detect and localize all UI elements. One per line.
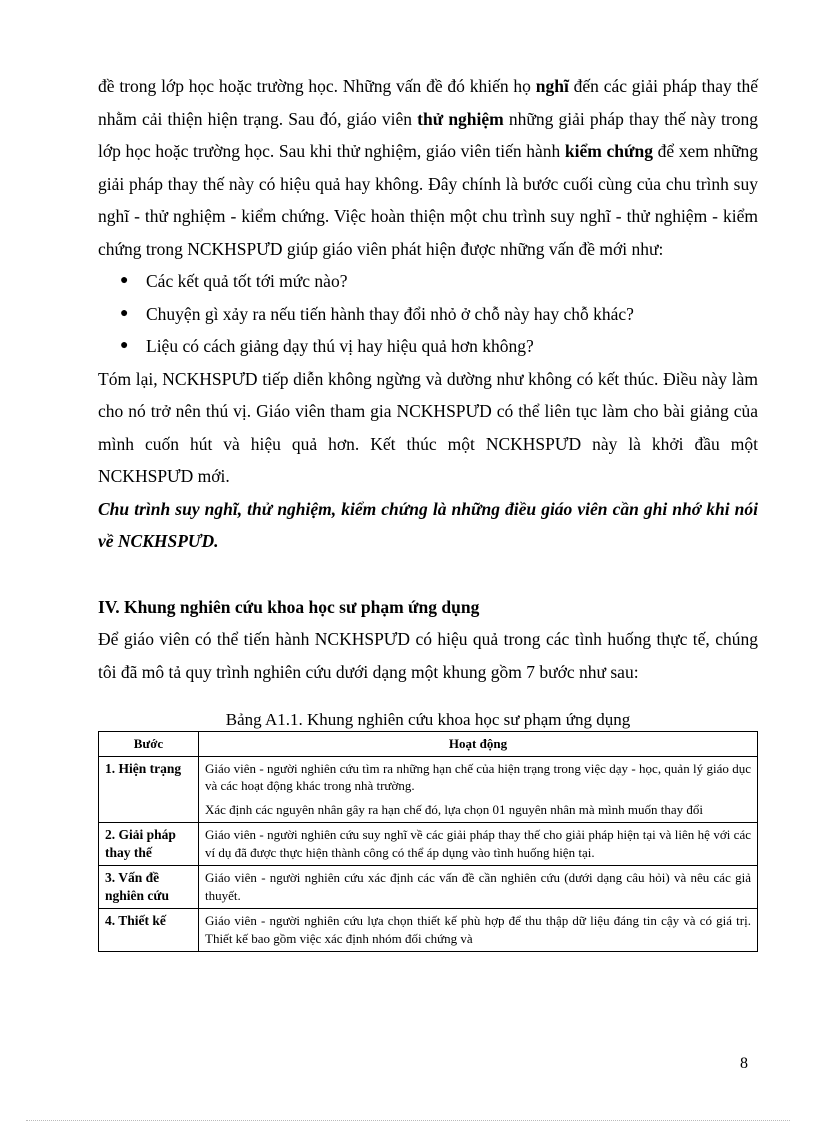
research-framework-table bbox=[98, 731, 758, 952]
activity-text: Giáo viên - người nghiên cứu suy nghĩ về các giải pháp thay thế cho giải pháp hiện tại và liên hệ với các ví dụ đã được thực hiện thành công có thể áp dụng vào tình huống hiện tại. bbox=[205, 827, 751, 860]
activity-cell bbox=[199, 909, 758, 952]
section-title: Khung nghiên cứu khoa học sư phạm ứng dụng bbox=[123, 596, 480, 617]
intro-text-1: đề trong lớp học hoặc trường học. Những vấn đề đó khiến họ bbox=[98, 76, 536, 96]
table-row bbox=[99, 866, 758, 909]
activity-cell bbox=[199, 823, 758, 866]
table-row bbox=[99, 756, 758, 823]
summary-paragraph: Tóm lại, NCKHSPƯD tiếp diễn không ngừng và dường như không có kết thúc. Điều này làm cho nó trở nên thú vị. Giáo viên tham gia NCKHSPƯD có thể liên tục làm cho bài giảng của mình cuốn hút và hiệu quả hơn. Kết thúc một NCKHSPƯD này là khởi đầu một NCKHSPƯD mới. bbox=[98, 368, 758, 486]
header-activity: Hoạt động bbox=[199, 732, 758, 757]
section-heading bbox=[98, 591, 758, 624]
table-row bbox=[99, 823, 758, 866]
list-item bbox=[98, 265, 758, 298]
activity-cell bbox=[199, 866, 758, 909]
section-number: IV. bbox=[98, 596, 120, 617]
intro-bold-verify: kiểm chứng bbox=[564, 141, 653, 161]
list-item-text: Liệu có cách giảng dạy thú vị hay hiệu quả hơn không? bbox=[146, 336, 534, 356]
list-item bbox=[98, 330, 758, 363]
bullet-icon: ● bbox=[120, 305, 129, 321]
table-caption: Bảng A1.1. Khung nghiên cứu khoa học sư phạm ứng dụng bbox=[225, 710, 631, 729]
list-item bbox=[98, 298, 758, 331]
activity-text: Giáo viên - người nghiên cứu tìm ra những hạn chế của hiện trạng trong việc dạy - học, quản lý giáo dục và các hoạt động khác trong nhà trường. bbox=[205, 760, 751, 793]
intro-text-4: để xem những giải pháp thay thế này có hiệu quả hay không. Đây chính là bước cuối cùng của chu trình suy nghĩ - thử nghiệm - kiểm chứng. Việc hoàn thiện một chu trình suy nghĩ - thử nghiệm - kiểm chứng trong NCKHSPƯD giúp giáo viên phát hiện được những vấn đề mới như: bbox=[98, 141, 758, 259]
bullet-icon: ● bbox=[120, 273, 129, 288]
step-cell: 1. Hiện trạng bbox=[99, 756, 199, 823]
page-body bbox=[98, 70, 758, 952]
emphasis-paragraph: Chu trình suy nghĩ, thử nghiệm, kiểm chứng là những điều giáo viên cần ghi nhớ khi nói về NCKHSPƯD. bbox=[98, 498, 758, 551]
intro-bold-think: nghĩ bbox=[535, 76, 569, 96]
activity-text: Giáo viên - người nghiên cứu xác định các vấn đề cần nghiên cứu (dưới dạng câu hỏi) và nêu các giả thuyết. bbox=[205, 870, 751, 903]
step-cell: 2. Giải pháp thay thế bbox=[99, 823, 199, 866]
header-step: Bước bbox=[99, 732, 199, 757]
question-list bbox=[98, 265, 758, 363]
bullet-icon: ● bbox=[120, 338, 129, 353]
step-cell: 3. Vấn đề nghiên cứu bbox=[99, 866, 199, 909]
section-intro-paragraph: Để giáo viên có thể tiến hành NCKHSPƯD có hiệu quả trong các tình huống thực tế, chúng tôi đã mô tả quy trình nghiên cứu dưới dạng một khung gồm 7 bước như sau: bbox=[98, 629, 758, 682]
step-cell: 4. Thiết kế bbox=[99, 909, 199, 952]
list-item-text: Các kết quả tốt tới mức nào? bbox=[146, 271, 348, 291]
intro-paragraph bbox=[98, 70, 758, 265]
activity-text: Xác định các nguyên nhân gây ra hạn chế đó, lựa chọn 01 nguyên nhân mà mình muốn thay đổi bbox=[205, 801, 704, 817]
activity-cell bbox=[199, 756, 758, 823]
intro-text-3: những giải pháp thay thế này trong lớp học hoặc trường học. Sau khi thử nghiệm, giáo viên tiến hành bbox=[98, 108, 759, 161]
table-row bbox=[99, 909, 758, 952]
list-item-text: Chuyện gì xảy ra nếu tiến hành thay đổi nhỏ ở chỗ này hay chỗ khác? bbox=[146, 303, 634, 324]
intro-bold-test: thử nghiệm bbox=[417, 108, 504, 129]
intro-text-2: đến các giải pháp thay thế nhằm cải thiện hiện trạng. Sau đó, giáo viên bbox=[98, 76, 758, 129]
page-number: 8 bbox=[740, 1055, 748, 1072]
table-header-row bbox=[99, 732, 758, 757]
activity-text: Giáo viên - người nghiên cứu lựa chọn thiết kế phù hợp để thu thập dữ liệu đáng tin cậy và có giá trị. Thiết kế bao gồm việc xác định nhóm đối chứng và bbox=[205, 913, 751, 946]
page-footer-divider bbox=[26, 1120, 790, 1121]
